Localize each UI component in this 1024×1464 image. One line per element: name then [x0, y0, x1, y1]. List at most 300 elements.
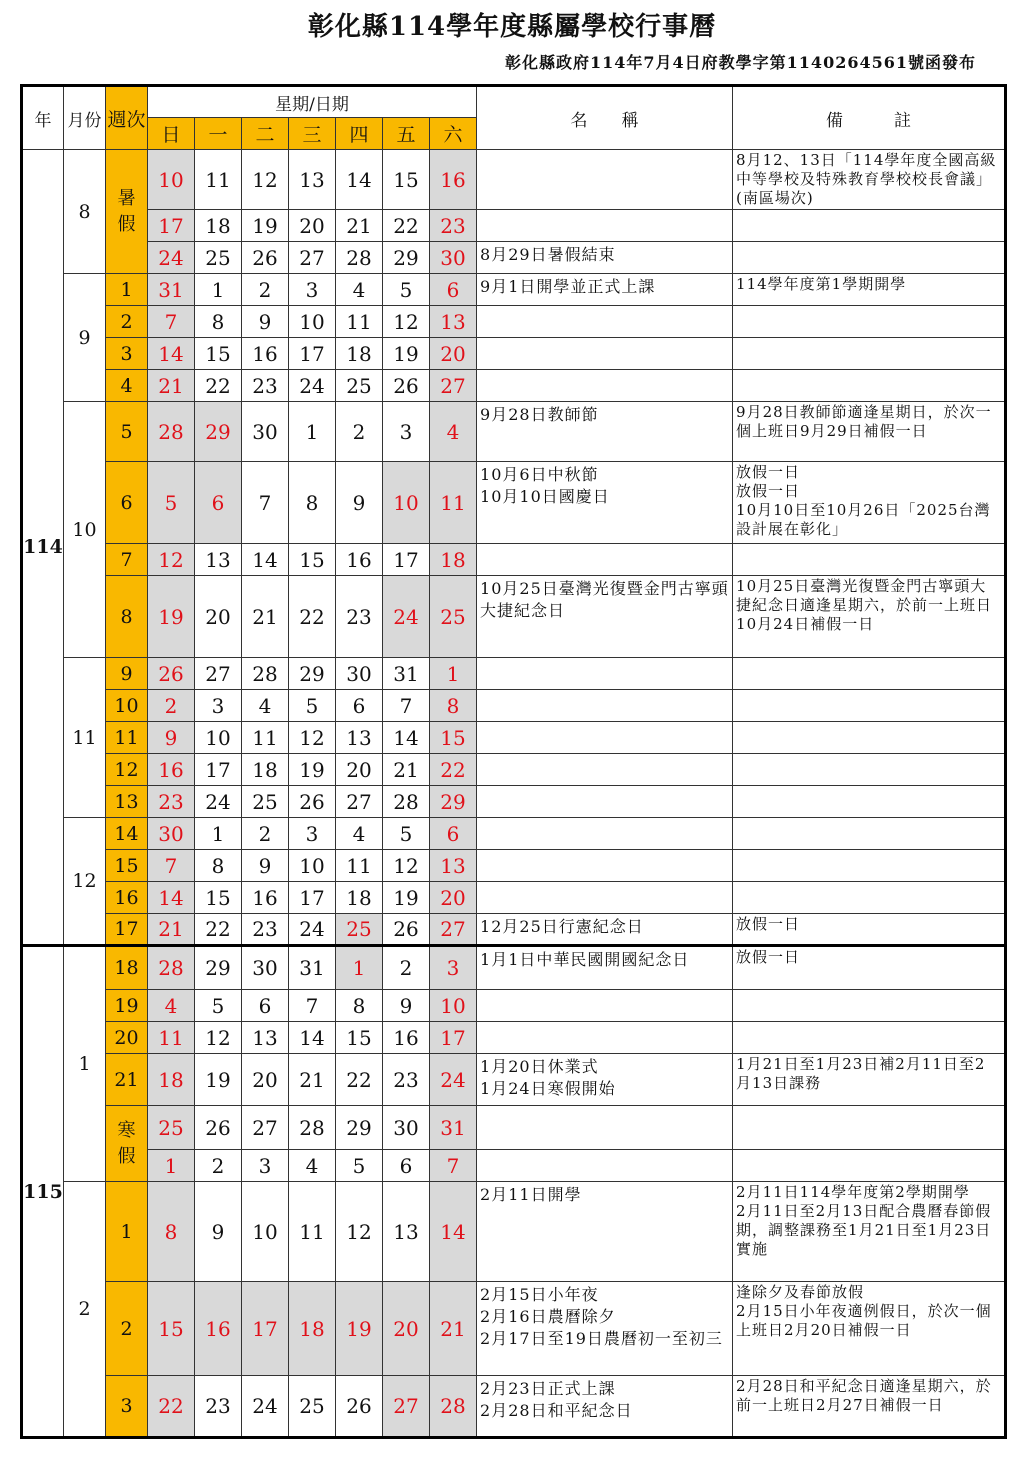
- date-cell-sun: 28: [148, 402, 195, 462]
- date-cell-tue: 17: [242, 1282, 289, 1376]
- week-number: 17: [106, 914, 148, 946]
- date-cell-tue: 14: [242, 544, 289, 576]
- date-cell-tue: 25: [242, 786, 289, 818]
- date-cell-fri: 19: [383, 338, 430, 370]
- date-cell-tue: 19: [242, 210, 289, 242]
- date-cell-thu: 22: [336, 1054, 383, 1106]
- event-note: [733, 338, 1006, 370]
- date-cell-tue: 26: [242, 242, 289, 274]
- event-name: [477, 210, 733, 242]
- event-name: [477, 818, 733, 850]
- date-cell-fri: 21: [383, 754, 430, 786]
- event-note: [733, 1022, 1006, 1054]
- date-cell-tue: 3: [242, 1150, 289, 1182]
- date-cell-mon: 19: [195, 1054, 242, 1106]
- header-day-tue: 二: [242, 118, 289, 150]
- event-name: [477, 1150, 733, 1182]
- week-number: 20: [106, 1022, 148, 1054]
- date-cell-sat: 17: [430, 1022, 477, 1054]
- table-row: [22, 1022, 1006, 1054]
- date-cell-fri: 13: [383, 1182, 430, 1282]
- header-day-mon: 一: [195, 118, 242, 150]
- date-cell-sat: 29: [430, 786, 477, 818]
- date-cell-thu: 30: [336, 658, 383, 690]
- event-note: 逢除夕及春節放假 2月15日小年夜適例假日，於次一個上班日2月20日補假一日: [733, 1282, 1006, 1376]
- date-cell-thu: 25: [336, 914, 383, 946]
- date-cell-sun: 4: [148, 990, 195, 1022]
- date-cell-mon: 6: [195, 462, 242, 544]
- week-number: 19: [106, 990, 148, 1022]
- date-cell-tue: 18: [242, 754, 289, 786]
- header-day-wed: 三: [289, 118, 336, 150]
- date-cell-wed: 7: [289, 990, 336, 1022]
- date-cell-thu: 13: [336, 722, 383, 754]
- date-cell-wed: 24: [289, 914, 336, 946]
- date-cell-mon: 29: [195, 946, 242, 990]
- header-day-fri: 五: [383, 118, 430, 150]
- date-cell-sun: 24: [148, 242, 195, 274]
- date-cell-fri: 23: [383, 1054, 430, 1106]
- date-cell-tue: 7: [242, 462, 289, 544]
- date-cell-thu: 27: [336, 786, 383, 818]
- week-number: 2: [106, 1282, 148, 1376]
- date-cell-thu: 18: [336, 338, 383, 370]
- date-cell-fri: 15: [383, 150, 430, 210]
- date-cell-sun: 22: [148, 1376, 195, 1438]
- event-name: [477, 306, 733, 338]
- month-cell: 8: [64, 150, 106, 274]
- winter-vacation-label: 寒 假: [106, 1106, 148, 1182]
- date-cell-mon: 5: [195, 990, 242, 1022]
- event-note: [733, 990, 1006, 1022]
- week-number: 15: [106, 850, 148, 882]
- date-cell-thu: 11: [336, 850, 383, 882]
- table-row: [22, 1376, 1006, 1438]
- event-note: 8月12、13日「114學年度全國高級中等學校及特殊教育學校校長會議」(南區場次): [733, 150, 1006, 210]
- date-cell-fri: 27: [383, 1376, 430, 1438]
- event-note: 114學年度第1學期開學: [733, 274, 1006, 306]
- page-subtitle: 彰化縣政府114年7月4日府教學字第1140264561號函發布: [505, 53, 976, 72]
- event-note: 10月25日臺灣光復暨金門古寧頭大捷紀念日適逢星期六，於前一上班日10月24日補假一日: [733, 576, 1006, 658]
- week-number: 7: [106, 544, 148, 576]
- date-cell-mon: 26: [195, 1106, 242, 1150]
- date-cell-wed: 3: [289, 274, 336, 306]
- event-note: 2月28日和平紀念日適逢星期六，於前一上班日2月27日補假一日: [733, 1376, 1006, 1438]
- table-row: [22, 1182, 1006, 1282]
- table-row: [22, 722, 1006, 754]
- date-cell-sat: 21: [430, 1282, 477, 1376]
- date-cell-fri: 30: [383, 1106, 430, 1150]
- date-cell-sun: 15: [148, 1282, 195, 1376]
- date-cell-tue: 12: [242, 150, 289, 210]
- date-cell-thu: 2: [336, 402, 383, 462]
- header-name: 名 稱: [477, 86, 733, 150]
- event-name: 1月1日中華民國開國紀念日: [477, 946, 733, 990]
- date-cell-fri: 12: [383, 306, 430, 338]
- date-cell-sun: 7: [148, 306, 195, 338]
- date-cell-sat: 13: [430, 306, 477, 338]
- date-cell-sun: 23: [148, 786, 195, 818]
- table-row: [22, 576, 1006, 658]
- header-month: 月份: [64, 86, 106, 150]
- event-note: [733, 850, 1006, 882]
- table-row: [22, 850, 1006, 882]
- header-week: 週次: [106, 86, 148, 150]
- date-cell-mon: 11: [195, 150, 242, 210]
- header-weekday-date: 星期/日期: [148, 86, 477, 118]
- summer-vacation-label: 暑 假: [106, 150, 148, 274]
- event-name: 9月1日開學並正式上課: [477, 274, 733, 306]
- date-cell-sat: 27: [430, 914, 477, 946]
- event-note: [733, 882, 1006, 914]
- date-cell-sat: 20: [430, 338, 477, 370]
- date-cell-thu: 26: [336, 1376, 383, 1438]
- date-cell-thu: 29: [336, 1106, 383, 1150]
- date-cell-mon: 12: [195, 1022, 242, 1054]
- date-cell-sat: 28: [430, 1376, 477, 1438]
- date-cell-thu: 15: [336, 1022, 383, 1054]
- week-number: 3: [106, 338, 148, 370]
- event-note: [733, 210, 1006, 242]
- week-number: 11: [106, 722, 148, 754]
- date-cell-wed: 17: [289, 882, 336, 914]
- date-cell-sun: 14: [148, 882, 195, 914]
- event-name: [477, 882, 733, 914]
- date-cell-wed: 20: [289, 210, 336, 242]
- date-cell-tue: 13: [242, 1022, 289, 1054]
- event-name: 2月15日小年夜 2月16日農曆除夕 2月17日至19日農曆初一至初三: [477, 1282, 733, 1376]
- date-cell-mon: 22: [195, 370, 242, 402]
- date-cell-sun: 8: [148, 1182, 195, 1282]
- date-cell-thu: 11: [336, 306, 383, 338]
- month-cell: 1: [64, 946, 106, 1182]
- date-cell-sun: 11: [148, 1022, 195, 1054]
- event-name: [477, 1022, 733, 1054]
- date-cell-mon: 15: [195, 338, 242, 370]
- date-cell-mon: 22: [195, 914, 242, 946]
- table-row: [22, 690, 1006, 722]
- date-cell-sat: 15: [430, 722, 477, 754]
- date-cell-sat: 6: [430, 274, 477, 306]
- date-cell-mon: 18: [195, 210, 242, 242]
- table-row: [22, 370, 1006, 402]
- date-cell-mon: 1: [195, 274, 242, 306]
- event-name: 2月11日開學: [477, 1182, 733, 1282]
- date-cell-thu: 5: [336, 1150, 383, 1182]
- event-note: 放假一日 放假一日 10月10日至10月26日「2025台灣設計展在彰化」: [733, 462, 1006, 544]
- date-cell-tue: 27: [242, 1106, 289, 1150]
- date-cell-thu: 8: [336, 990, 383, 1022]
- date-cell-tue: 20: [242, 1054, 289, 1106]
- date-cell-tue: 9: [242, 306, 289, 338]
- table-row: [22, 1054, 1006, 1106]
- date-cell-wed: 22: [289, 576, 336, 658]
- week-number: 3: [106, 1376, 148, 1438]
- event-note: [733, 722, 1006, 754]
- date-cell-mon: 27: [195, 658, 242, 690]
- header-day-sun: 日: [148, 118, 195, 150]
- table-row: [22, 658, 1006, 690]
- month-cell: 10: [64, 402, 106, 658]
- week-number: 10: [106, 690, 148, 722]
- calendar-table: [20, 84, 1007, 1439]
- date-cell-sat: 22: [430, 754, 477, 786]
- date-cell-sat: 18: [430, 544, 477, 576]
- table-row: [22, 210, 1006, 242]
- event-name: [477, 338, 733, 370]
- date-cell-tue: 10: [242, 1182, 289, 1282]
- table-row: [22, 754, 1006, 786]
- date-cell-tue: 28: [242, 658, 289, 690]
- event-note: [733, 370, 1006, 402]
- date-cell-sun: 31: [148, 274, 195, 306]
- date-cell-thu: 4: [336, 818, 383, 850]
- date-cell-sun: 30: [148, 818, 195, 850]
- event-name: [477, 370, 733, 402]
- table-row: [22, 402, 1006, 462]
- table-row: [22, 242, 1006, 274]
- table-row: [22, 274, 1006, 306]
- table-row: [22, 544, 1006, 576]
- date-cell-fri: 10: [383, 462, 430, 544]
- table-row: [22, 338, 1006, 370]
- date-cell-mon: 10: [195, 722, 242, 754]
- date-cell-tue: 30: [242, 946, 289, 990]
- date-cell-thu: 19: [336, 1282, 383, 1376]
- date-cell-tue: 24: [242, 1376, 289, 1438]
- date-cell-wed: 21: [289, 1054, 336, 1106]
- date-cell-mon: 8: [195, 306, 242, 338]
- event-note: 2月11日114學年度第2學期開學 2月11日至2月13日配合農曆春節假期，調整課務至1月21日至1月23日實施: [733, 1182, 1006, 1282]
- date-cell-thu: 4: [336, 274, 383, 306]
- date-cell-wed: 10: [289, 306, 336, 338]
- table-row: [22, 462, 1006, 544]
- date-cell-sun: 18: [148, 1054, 195, 1106]
- week-number: 1: [106, 274, 148, 306]
- event-name: 8月29日暑假結束: [477, 242, 733, 274]
- date-cell-tue: 23: [242, 914, 289, 946]
- date-cell-wed: 3: [289, 818, 336, 850]
- date-cell-mon: 2: [195, 1150, 242, 1182]
- header-day-sat: 六: [430, 118, 477, 150]
- date-cell-tue: 9: [242, 850, 289, 882]
- event-note: 放假一日: [733, 914, 1006, 946]
- date-cell-sat: 14: [430, 1182, 477, 1282]
- date-cell-tue: 2: [242, 818, 289, 850]
- event-note: [733, 242, 1006, 274]
- date-cell-sun: 9: [148, 722, 195, 754]
- event-note: [733, 1106, 1006, 1150]
- week-number: 14: [106, 818, 148, 850]
- table-row: [22, 1150, 1006, 1182]
- date-cell-fri: 6: [383, 1150, 430, 1182]
- date-cell-wed: 11: [289, 1182, 336, 1282]
- date-cell-wed: 29: [289, 658, 336, 690]
- table-row: [22, 1282, 1006, 1376]
- month-cell: 9: [64, 274, 106, 402]
- event-note: [733, 754, 1006, 786]
- date-cell-mon: 8: [195, 850, 242, 882]
- week-number: 12: [106, 754, 148, 786]
- date-cell-wed: 31: [289, 946, 336, 990]
- date-cell-fri: 2: [383, 946, 430, 990]
- date-cell-thu: 28: [336, 242, 383, 274]
- date-cell-fri: 19: [383, 882, 430, 914]
- week-number: 1: [106, 1182, 148, 1282]
- table-row: [22, 306, 1006, 338]
- week-number: 13: [106, 786, 148, 818]
- date-cell-mon: 23: [195, 1376, 242, 1438]
- date-cell-tue: 16: [242, 338, 289, 370]
- date-cell-thu: 9: [336, 462, 383, 544]
- date-cell-thu: 14: [336, 150, 383, 210]
- date-cell-fri: 20: [383, 1282, 430, 1376]
- week-number: 21: [106, 1054, 148, 1106]
- date-cell-wed: 25: [289, 1376, 336, 1438]
- date-cell-tue: 2: [242, 274, 289, 306]
- table-row: [22, 150, 1006, 210]
- date-cell-fri: 31: [383, 658, 430, 690]
- date-cell-sun: 10: [148, 150, 195, 210]
- date-cell-fri: 26: [383, 914, 430, 946]
- date-cell-fri: 3: [383, 402, 430, 462]
- page-title: 彰化縣114學年度縣屬學校行事曆: [307, 12, 717, 42]
- date-cell-fri: 5: [383, 818, 430, 850]
- date-cell-sat: 3: [430, 946, 477, 990]
- date-cell-mon: 15: [195, 882, 242, 914]
- date-cell-sun: 1: [148, 1150, 195, 1182]
- date-cell-sat: 1: [430, 658, 477, 690]
- date-cell-wed: 10: [289, 850, 336, 882]
- date-cell-sun: 19: [148, 576, 195, 658]
- week-number: 9: [106, 658, 148, 690]
- date-cell-mon: 9: [195, 1182, 242, 1282]
- date-cell-sun: 7: [148, 850, 195, 882]
- date-cell-sat: 30: [430, 242, 477, 274]
- date-cell-tue: 23: [242, 370, 289, 402]
- date-cell-thu: 1: [336, 946, 383, 990]
- event-name: [477, 722, 733, 754]
- event-name: [477, 690, 733, 722]
- week-number: 4: [106, 370, 148, 402]
- header-day-thu: 四: [336, 118, 383, 150]
- date-cell-sun: 17: [148, 210, 195, 242]
- date-cell-mon: 3: [195, 690, 242, 722]
- date-cell-sat: 24: [430, 1054, 477, 1106]
- date-cell-thu: 6: [336, 690, 383, 722]
- event-name: 1月20日休業式 1月24日寒假開始: [477, 1054, 733, 1106]
- date-cell-mon: 16: [195, 1282, 242, 1376]
- date-cell-sat: 11: [430, 462, 477, 544]
- date-cell-fri: 17: [383, 544, 430, 576]
- date-cell-tue: 4: [242, 690, 289, 722]
- month-cell: 11: [64, 658, 106, 818]
- date-cell-wed: 19: [289, 754, 336, 786]
- date-cell-wed: 18: [289, 1282, 336, 1376]
- date-cell-wed: 5: [289, 690, 336, 722]
- table-row: [22, 1106, 1006, 1150]
- event-name: [477, 150, 733, 210]
- date-cell-sun: 2: [148, 690, 195, 722]
- date-cell-mon: 1: [195, 818, 242, 850]
- date-cell-thu: 12: [336, 1182, 383, 1282]
- event-note: 9月28日教師節適逢星期日，於次一個上班日9月29日補假一日: [733, 402, 1006, 462]
- date-cell-wed: 17: [289, 338, 336, 370]
- date-cell-sat: 23: [430, 210, 477, 242]
- date-cell-wed: 27: [289, 242, 336, 274]
- date-cell-sat: 6: [430, 818, 477, 850]
- date-cell-sat: 8: [430, 690, 477, 722]
- event-name: [477, 754, 733, 786]
- date-cell-sat: 27: [430, 370, 477, 402]
- date-cell-sat: 31: [430, 1106, 477, 1150]
- date-cell-tue: 30: [242, 402, 289, 462]
- date-cell-fri: 9: [383, 990, 430, 1022]
- year-cell: 115: [22, 946, 64, 1438]
- table-row: [22, 818, 1006, 850]
- date-cell-mon: 20: [195, 576, 242, 658]
- date-cell-sat: 20: [430, 882, 477, 914]
- event-note: 1月21日至1月23日補2月11日至2月13日課務: [733, 1054, 1006, 1106]
- event-note: [733, 690, 1006, 722]
- week-number: 6: [106, 462, 148, 544]
- date-cell-sun: 16: [148, 754, 195, 786]
- date-cell-thu: 20: [336, 754, 383, 786]
- table-row: [22, 882, 1006, 914]
- event-name: 12月25日行憲紀念日: [477, 914, 733, 946]
- event-name: 9月28日教師節: [477, 402, 733, 462]
- week-number: 5: [106, 402, 148, 462]
- date-cell-sun: 5: [148, 462, 195, 544]
- date-cell-fri: 24: [383, 576, 430, 658]
- date-cell-thu: 23: [336, 576, 383, 658]
- event-note: [733, 786, 1006, 818]
- date-cell-sun: 26: [148, 658, 195, 690]
- date-cell-wed: 1: [289, 402, 336, 462]
- date-cell-sun: 25: [148, 1106, 195, 1150]
- date-cell-sun: 28: [148, 946, 195, 990]
- date-cell-sun: 21: [148, 914, 195, 946]
- event-name: [477, 850, 733, 882]
- date-cell-sun: 12: [148, 544, 195, 576]
- year-cell: 114: [22, 150, 64, 946]
- date-cell-fri: 28: [383, 786, 430, 818]
- date-cell-fri: 14: [383, 722, 430, 754]
- table-row: [22, 946, 1006, 990]
- event-note: [733, 818, 1006, 850]
- date-cell-fri: 29: [383, 242, 430, 274]
- event-note: [733, 658, 1006, 690]
- calendar-body: [22, 150, 1006, 1438]
- date-cell-tue: 11: [242, 722, 289, 754]
- event-name: 10月25日臺灣光復暨金門古寧頭大捷紀念日: [477, 576, 733, 658]
- event-name: 10月6日中秋節 10月10日國慶日: [477, 462, 733, 544]
- date-cell-fri: 5: [383, 274, 430, 306]
- date-cell-wed: 24: [289, 370, 336, 402]
- date-cell-tue: 16: [242, 882, 289, 914]
- week-number: 8: [106, 576, 148, 658]
- date-cell-wed: 4: [289, 1150, 336, 1182]
- event-name: [477, 658, 733, 690]
- date-cell-sat: 13: [430, 850, 477, 882]
- date-cell-fri: 26: [383, 370, 430, 402]
- date-cell-sat: 16: [430, 150, 477, 210]
- header-note: 備 註: [733, 86, 1006, 150]
- month-cell: 2: [64, 1182, 106, 1438]
- date-cell-thu: 16: [336, 544, 383, 576]
- date-cell-mon: 29: [195, 402, 242, 462]
- date-cell-fri: 12: [383, 850, 430, 882]
